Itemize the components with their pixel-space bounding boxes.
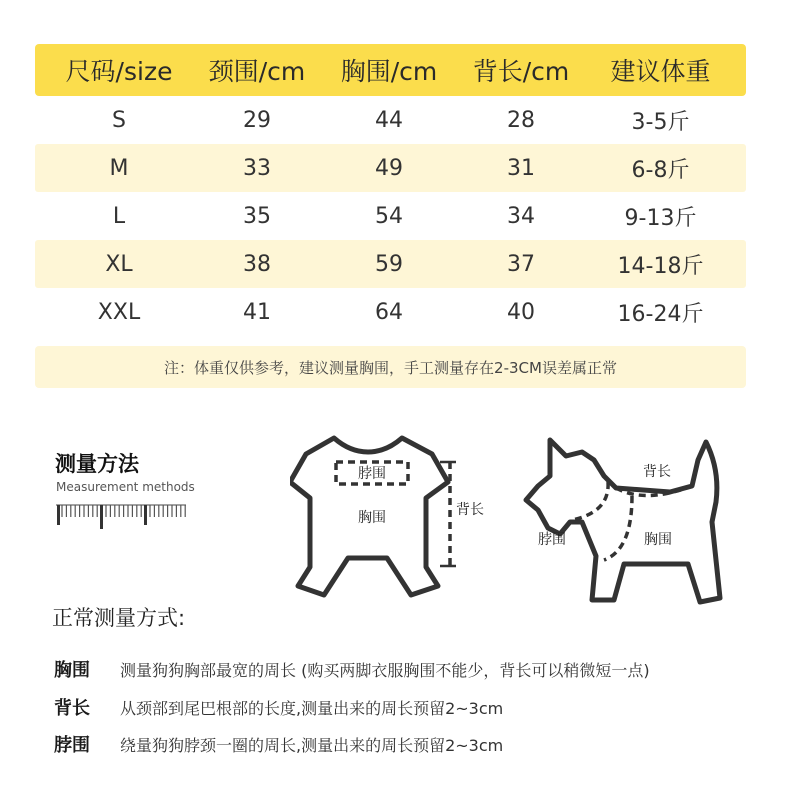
- definition-chest: [54, 656, 650, 682]
- cell-size: XL: [105, 251, 133, 277]
- size-table-header: [35, 44, 746, 96]
- method-subtitle: Measurement methods: [56, 480, 195, 494]
- dog-back-label: 背长: [643, 464, 671, 480]
- method-title: 测量方法: [55, 452, 139, 476]
- cell-back: 34: [507, 203, 535, 229]
- ruler-icon: [56, 503, 186, 529]
- cell-chest: 44: [375, 107, 403, 133]
- table-row: [35, 288, 746, 336]
- definition-neck: [54, 731, 503, 757]
- definition-term: 脖围: [54, 735, 90, 756]
- table-note: 注：体重仅供参考，建议测量胸围，手工测量存在2-3CM误差属正常: [35, 346, 746, 388]
- cell-neck: 33: [243, 155, 271, 181]
- header-chest: 胸围/cm: [340, 57, 438, 86]
- size-table: [35, 44, 746, 336]
- cell-back: 37: [507, 251, 535, 277]
- cell-chest: 49: [375, 155, 403, 181]
- cell-back: 28: [507, 107, 535, 133]
- header-weight: 建议体重: [610, 57, 711, 86]
- cell-size: S: [112, 107, 126, 133]
- dog-chest-label: 胸围: [644, 532, 672, 548]
- cell-chest: 54: [375, 203, 403, 229]
- header-size: 尺码/size: [65, 57, 173, 86]
- cell-chest: 59: [375, 251, 403, 277]
- header-back: 背长/cm: [472, 57, 570, 86]
- definition-term: 背长: [54, 698, 90, 719]
- dog-neck-label: 脖围: [538, 532, 566, 548]
- table-row: [35, 192, 746, 240]
- garment-back-label: 背长: [456, 502, 484, 518]
- table-row: [35, 240, 746, 288]
- cell-neck: 41: [243, 299, 271, 325]
- cell-neck: 38: [243, 251, 271, 277]
- dog-chest-measure: [604, 496, 632, 560]
- cell-weight: 16-24斤: [617, 301, 704, 327]
- dog-outline: [526, 440, 720, 602]
- cell-weight: 6-8斤: [631, 157, 690, 183]
- definition-text: 测量狗狗胸部最宽的周长 (购买两脚衣服胸围不能少，背长可以稍微短一点): [120, 661, 650, 680]
- cell-size: M: [109, 155, 129, 181]
- cell-back: 40: [507, 299, 535, 325]
- cell-size: L: [112, 203, 126, 229]
- cell-weight: 3-5斤: [631, 109, 690, 135]
- definition-text: 绕量狗狗脖颈一圈的周长,测量出来的周长预留2~3cm: [120, 736, 504, 755]
- cell-chest: 64: [375, 299, 403, 325]
- garment-neck-label: 脖围: [358, 466, 386, 482]
- garment-diagram: [290, 432, 490, 602]
- cell-back: 31: [507, 155, 535, 181]
- normal-measurement-title: 正常测量方式:: [52, 606, 186, 630]
- cell-weight: 9-13斤: [624, 205, 697, 231]
- cell-neck: 35: [243, 203, 271, 229]
- definition-text: 从颈部到尾巴根部的长度,测量出来的周长预留2~3cm: [120, 699, 504, 718]
- garment-chest-label: 胸围: [358, 510, 386, 526]
- dog-neck-measure: [572, 482, 608, 520]
- dog-diagram: [520, 430, 740, 608]
- cell-neck: 29: [243, 107, 271, 133]
- table-row: [35, 144, 746, 192]
- header-neck: 颈围/cm: [208, 57, 306, 86]
- definition-back: [54, 694, 503, 720]
- table-row: [35, 96, 746, 144]
- cell-weight: 14-18斤: [617, 253, 704, 279]
- cell-size: XXL: [97, 299, 141, 325]
- definition-term: 胸围: [54, 660, 90, 681]
